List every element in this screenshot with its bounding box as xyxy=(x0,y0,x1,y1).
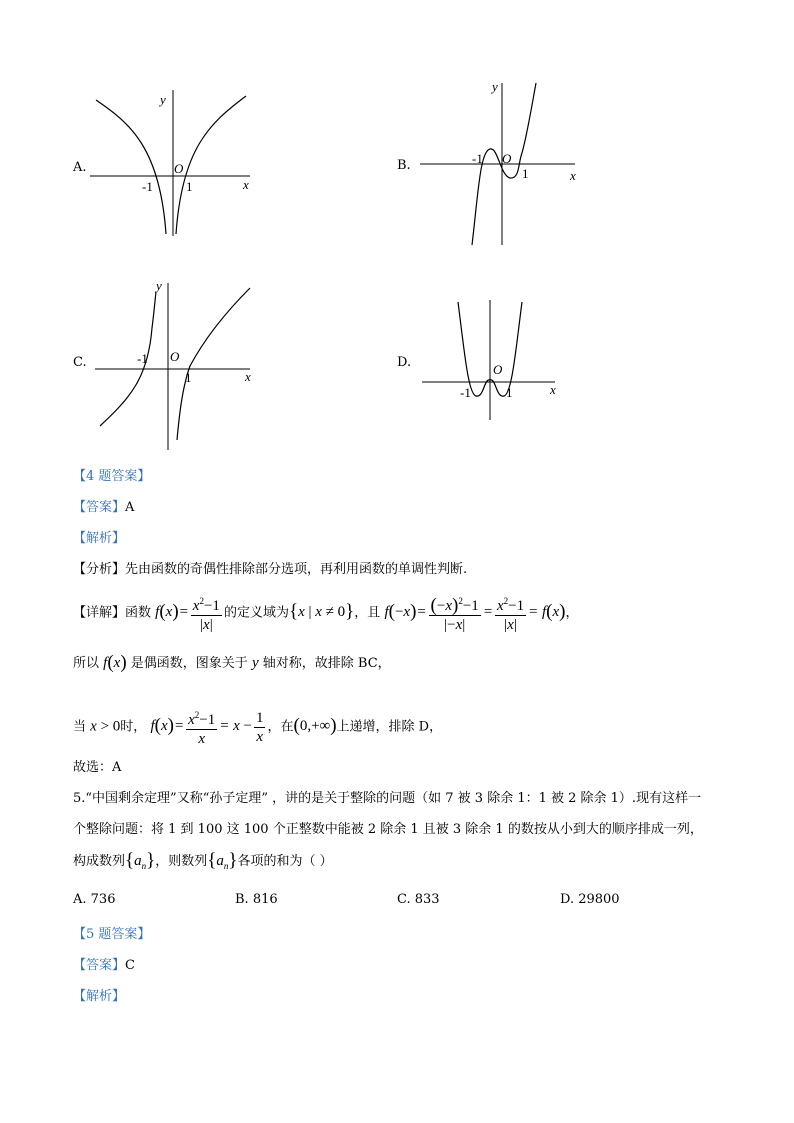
q4-line2-c: 轴对称，故排除 BC， xyxy=(262,656,391,671)
tick-neg1: -1 xyxy=(472,151,483,166)
q5-line3 xyxy=(73,850,333,872)
math-fx-simplified: f(x)= $\frac{x^2-1}{x}$ = x − $\frac{1}{x}$ xyxy=(150,718,267,734)
tick-pos1: 1 xyxy=(506,385,513,400)
math-seq-an: $\{a_n\}$ xyxy=(125,850,156,871)
q5-answer-label: 【答案】 xyxy=(73,958,126,973)
tick-pos1: 1 xyxy=(185,370,192,385)
q4-line2-a: 所以 xyxy=(73,656,100,671)
q5-line3-b: ，则数列 xyxy=(155,854,208,869)
curve-right xyxy=(176,96,246,234)
q4-line3-a: 当 xyxy=(73,719,87,735)
curve-left xyxy=(96,100,166,234)
x-label: x xyxy=(243,177,249,192)
q4-conclusion: 故选：A xyxy=(73,760,122,775)
graph-b xyxy=(420,75,585,250)
origin-label: O xyxy=(170,349,180,364)
option-label-a: A. xyxy=(73,160,87,175)
q4-detail-text1: 函数 xyxy=(125,605,152,621)
x-label: x xyxy=(550,382,556,397)
option-label-b: B. xyxy=(397,158,411,173)
y-label: y xyxy=(156,278,162,293)
q4-analysis-header: 【解析】 xyxy=(73,531,126,546)
q4-fenxi-label: 【分析】 xyxy=(73,562,126,577)
math-fx: f(x) xyxy=(103,652,127,673)
x-label: x xyxy=(570,168,576,183)
q4-header: 【4 题答案】 xyxy=(73,469,151,484)
q4-answer-line xyxy=(73,496,134,515)
math-fx-def: f(x)= $\frac{x^2-1}{|x|}$ xyxy=(155,604,224,620)
tick-neg1: -1 xyxy=(460,385,471,400)
q5-header: 【5 题答案】 xyxy=(73,927,151,942)
tick-neg1: -1 xyxy=(142,179,153,194)
q4-line3-b: 时， xyxy=(120,719,147,735)
q4-line2-b: 是偶函数，图象关于 xyxy=(130,656,248,671)
option-label-c: C. xyxy=(73,355,87,370)
q4-detail-text2: 的定义域为 xyxy=(223,605,289,621)
q5-choice-b: B. 816 xyxy=(235,892,278,907)
q5-line3-c: 各项的和为（ ） xyxy=(237,854,333,869)
q5-line1: 5.“中国剩余定理”又称“孙子定理” ，讲的是关于整除的问题（如 7 被 3 除余 1：1 被 2 除余 1）.现有这样一 xyxy=(73,791,702,806)
q4-detail-label: 【详解】 xyxy=(73,605,126,621)
tick-pos1: 1 xyxy=(186,179,193,194)
q4-detail-text3: ，且 xyxy=(354,605,381,621)
q5-choice-d: D. 29800 xyxy=(560,892,620,907)
curve-right xyxy=(177,288,250,440)
q5-answer-value: C xyxy=(125,958,135,973)
origin-label: O xyxy=(493,362,503,377)
tick-neg1: -1 xyxy=(137,351,148,366)
q4-answer-label: 【答案】 xyxy=(73,500,126,515)
graph-a xyxy=(90,88,260,238)
math-even-proof: f(−x)= $\frac{(-x)^2-1}{|-x|}$ = $\frac{x^2-1}{|x|}$ = f(x) xyxy=(384,604,565,620)
q4-detail-line xyxy=(73,592,578,634)
math-y: y xyxy=(251,655,259,671)
origin-label: O xyxy=(502,151,512,166)
q4-fenxi-line xyxy=(73,558,467,577)
q5-analysis-header: 【解析】 xyxy=(73,989,126,1004)
q5-line2: 个整除问题：将 1 到 100 这 100 个正整数中能被 2 除余 1 且被 3 除余 1 的数按从小到大的顺序排成一列， xyxy=(73,822,703,837)
tick-pos1: 1 xyxy=(522,166,529,181)
math-seq-an-2: $\{a_n\}$ xyxy=(207,850,238,871)
q4-detail-text4: ， xyxy=(565,605,579,621)
q4-answer-value: A xyxy=(125,500,135,515)
q4-line3-c: ，在 xyxy=(267,719,294,735)
q4-line3-d: 上递增，排除 D， xyxy=(336,719,443,735)
math-domain: {x | x ≠ 0} xyxy=(288,601,355,623)
y-label: y xyxy=(160,92,166,107)
q5-choice-c: C. 833 xyxy=(397,892,440,907)
x-label: x xyxy=(245,369,251,384)
q5-line3-a: 构成数列 xyxy=(73,854,126,869)
option-label-d: D. xyxy=(397,355,412,370)
q4-line2 xyxy=(73,652,391,674)
graph-c xyxy=(90,278,260,453)
q4-fenxi-text: 先由函数的奇偶性排除部分选项，再利用函数的单调性判断. xyxy=(125,562,468,577)
q4-line3 xyxy=(73,706,442,748)
q5-choice-a: A. 736 xyxy=(73,892,116,907)
origin-label: O xyxy=(174,161,184,176)
y-label: y xyxy=(492,79,498,94)
math-interval: (0,+∞) xyxy=(293,715,337,737)
q5-answer-line xyxy=(73,954,135,973)
graph-d xyxy=(420,298,570,423)
math-x-gt-0: x > 0 xyxy=(90,718,121,735)
